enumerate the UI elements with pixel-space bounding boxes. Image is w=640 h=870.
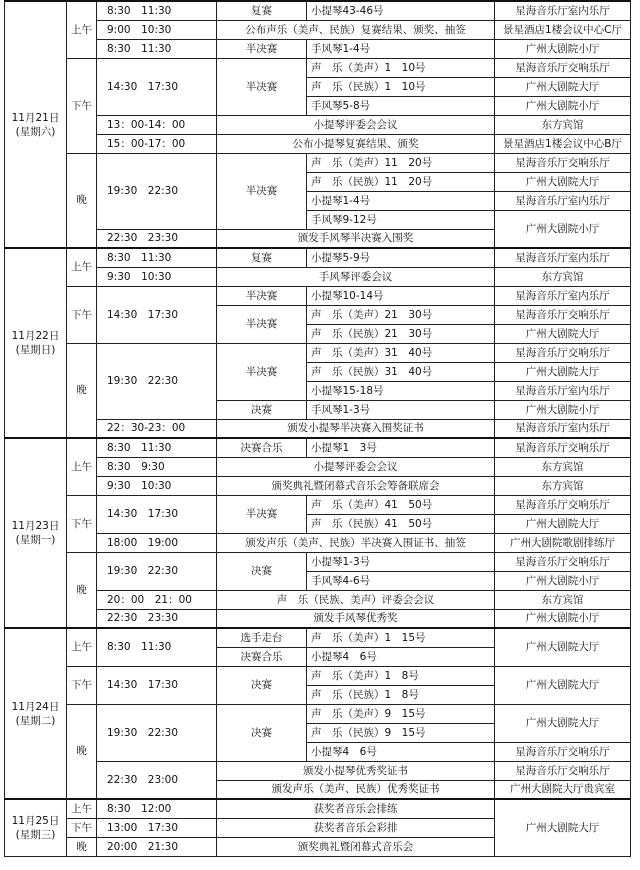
venue-cell: 广州大剧院小厅 bbox=[495, 571, 631, 590]
event-cell: 声 乐（民族）1 10号 bbox=[307, 77, 495, 96]
time-cell: 14:30 17:30 bbox=[97, 495, 217, 533]
venue-cell: 广州大剧院小厅 bbox=[495, 210, 631, 248]
event-cell: 声 乐（美声）1 10号 bbox=[307, 58, 495, 77]
period-cell: 晚 bbox=[67, 552, 97, 628]
stage-cell: 复赛 bbox=[217, 248, 307, 267]
event-cell: 小提琴评委会会议 bbox=[217, 115, 495, 134]
period-cell: 下午 bbox=[67, 818, 97, 837]
stage-cell: 决赛合乐 bbox=[217, 438, 307, 457]
stage-cell: 决赛合乐 bbox=[217, 647, 307, 666]
event-cell: 声 乐（民族）9 15号 bbox=[307, 723, 495, 742]
date-label: 11月21日 bbox=[11, 111, 60, 124]
schedule-row bbox=[5, 590, 631, 609]
stage-cell: 半决赛 bbox=[217, 495, 307, 533]
event-cell: 小提琴1 3号 bbox=[307, 438, 495, 457]
event-cell: 公布小提琴复赛结果、颁奖 bbox=[217, 134, 495, 153]
event-cell: 声 乐（民族）31 40号 bbox=[307, 362, 495, 381]
event-cell: 小提琴43-46号 bbox=[307, 1, 495, 20]
time-cell: 22：30-23：00 bbox=[97, 419, 217, 438]
venue-cell: 景星酒店1楼会议中心C厅 bbox=[495, 20, 631, 39]
event-cell: 手风琴1-4号 bbox=[307, 39, 495, 58]
venue-cell: 东方宾馆 bbox=[495, 476, 631, 495]
time-cell: 15：00-17：00 bbox=[97, 134, 217, 153]
schedule-row bbox=[5, 153, 631, 172]
period-cell: 上午 bbox=[67, 799, 97, 818]
period-cell: 上午 bbox=[67, 1, 97, 58]
schedule-row bbox=[5, 39, 631, 58]
period-cell: 晚 bbox=[67, 704, 97, 799]
event-cell: 颁发小提琴优秀奖证书 bbox=[217, 761, 495, 780]
time-cell: 9:30 10:30 bbox=[97, 476, 217, 495]
venue-cell: 星海音乐厅交响乐厅 bbox=[495, 153, 631, 172]
period-cell: 晚 bbox=[67, 837, 97, 856]
stage-cell: 半决赛 bbox=[217, 343, 307, 400]
venue-cell: 广州大剧院小厅 bbox=[495, 96, 631, 115]
venue-cell: 广州大剧院大厅 bbox=[495, 362, 631, 381]
venue-cell: 广州大剧院大厅 bbox=[495, 666, 631, 704]
weekday-label: (星期一) bbox=[15, 534, 56, 546]
stage-cell: 决赛 bbox=[217, 552, 307, 590]
date-cell bbox=[5, 799, 67, 856]
venue-cell: 广州大剧院大厅 bbox=[495, 799, 631, 856]
time-cell: 14:30 17:30 bbox=[97, 666, 217, 704]
period-cell: 下午 bbox=[67, 58, 97, 153]
event-cell: 声 乐（美声）1 8号 bbox=[307, 666, 495, 685]
venue-cell: 广州大剧院小厅 bbox=[495, 609, 631, 628]
time-cell: 8:30 12:00 bbox=[97, 799, 217, 818]
event-cell: 声 乐（民族）21 30号 bbox=[307, 324, 495, 343]
venue-cell: 广州大剧院大厅 bbox=[495, 77, 631, 96]
venue-cell: 广州大剧院大厅 bbox=[495, 172, 631, 191]
event-cell: 声 乐（民族）11 20号 bbox=[307, 172, 495, 191]
date-cell bbox=[5, 628, 67, 799]
time-cell: 9:30 10:30 bbox=[97, 267, 217, 286]
event-cell: 声 乐（民族）41 50号 bbox=[307, 514, 495, 533]
period-cell: 上午 bbox=[67, 248, 97, 286]
weekday-label: (星期六) bbox=[15, 125, 56, 138]
time-cell: 9:00 10:30 bbox=[97, 20, 217, 39]
venue-cell: 东方宾馆 bbox=[495, 267, 631, 286]
event-cell: 颁发手风琴优秀奖 bbox=[217, 609, 495, 628]
time-cell: 8:30 9:30 bbox=[97, 457, 217, 476]
schedule-row bbox=[5, 457, 631, 476]
venue-cell: 广州大剧院歌剧排练厅 bbox=[495, 533, 631, 552]
period-cell: 下午 bbox=[67, 286, 97, 343]
venue-cell: 广州大剧院大厅 bbox=[495, 628, 631, 666]
event-cell: 小提琴15-18号 bbox=[307, 381, 495, 400]
schedule-row bbox=[5, 438, 631, 457]
event-cell: 颁发声乐（美声、民族）半决赛入围证书、抽签 bbox=[217, 533, 495, 552]
stage-cell: 半决赛 bbox=[217, 153, 307, 229]
weekday-label: (星期三) bbox=[15, 828, 56, 841]
event-cell: 颁发声乐（美声、民族）优秀奖证书 bbox=[217, 780, 495, 799]
event-cell: 小提琴4 6号 bbox=[307, 647, 495, 666]
schedule-row bbox=[5, 495, 631, 514]
stage-cell: 半决赛 bbox=[217, 39, 307, 58]
schedule-row bbox=[5, 552, 631, 571]
venue-cell: 星海音乐厅室内乐厅 bbox=[495, 381, 631, 400]
time-cell: 20:00 21:30 bbox=[97, 837, 217, 856]
stage-cell: 半决赛 bbox=[217, 305, 307, 343]
stage-cell: 半决赛 bbox=[217, 58, 307, 115]
period-cell: 下午 bbox=[67, 495, 97, 552]
weekday-label: (星期二) bbox=[15, 714, 56, 727]
time-cell: 8:30 11:30 bbox=[97, 628, 217, 666]
venue-cell: 广州大剧院大厅 bbox=[495, 514, 631, 533]
schedule-table bbox=[4, 0, 631, 857]
period-cell: 晚 bbox=[67, 153, 97, 248]
schedule-row bbox=[5, 58, 631, 77]
time-cell: 19:30 22:30 bbox=[97, 153, 217, 229]
period-cell: 下午 bbox=[67, 666, 97, 704]
schedule-row bbox=[5, 761, 631, 780]
event-cell: 小提琴评委会会议 bbox=[217, 457, 495, 476]
venue-cell: 星海音乐厅交响乐厅 bbox=[495, 742, 631, 761]
event-cell: 颁奖典礼暨闭幕式音乐会筹备联席会 bbox=[217, 476, 495, 495]
venue-cell: 广州大剧院小厅 bbox=[495, 39, 631, 58]
venue-cell: 星海音乐厅交响乐厅 bbox=[495, 552, 631, 571]
time-cell: 8:30 11:30 bbox=[97, 39, 217, 58]
schedule-row bbox=[5, 533, 631, 552]
venue-cell: 广州大剧院大厅 bbox=[495, 324, 631, 343]
schedule-row bbox=[5, 134, 631, 153]
date-label: 11月25日 bbox=[11, 814, 60, 827]
event-cell: 小提琴10-14号 bbox=[307, 286, 495, 305]
period-cell: 上午 bbox=[67, 628, 97, 666]
event-cell: 公布声乐（美声、民族）复赛结果、颁奖、抽签 bbox=[217, 20, 495, 39]
venue-cell: 星海音乐厅交响乐厅 bbox=[495, 305, 631, 324]
schedule-row bbox=[5, 286, 631, 305]
event-cell: 小提琴1-3号 bbox=[307, 552, 495, 571]
event-cell: 声 乐（民族、美声）评委会会议 bbox=[217, 590, 495, 609]
time-cell: 13：00-14：00 bbox=[97, 115, 217, 134]
stage-cell: 决赛 bbox=[217, 400, 307, 419]
venue-cell: 广州大剧院大厅贵宾室 bbox=[495, 780, 631, 799]
event-cell: 声 乐（美声）21 30号 bbox=[307, 305, 495, 324]
event-cell: 声 乐（民族）1 8号 bbox=[307, 685, 495, 704]
venue-cell: 星海音乐厅交响乐厅 bbox=[495, 761, 631, 780]
event-cell: 手风琴1-3号 bbox=[307, 400, 495, 419]
venue-cell: 星海音乐厅室内乐厅 bbox=[495, 419, 631, 438]
venue-cell: 星海音乐厅室内乐厅 bbox=[495, 1, 631, 20]
schedule-row bbox=[5, 1, 631, 20]
date-label: 11月23日 bbox=[11, 520, 60, 532]
event-cell: 手风琴4-6号 bbox=[307, 571, 495, 590]
event-cell: 声 乐（美声）11 20号 bbox=[307, 153, 495, 172]
event-cell: 声 乐（美声）31 40号 bbox=[307, 343, 495, 362]
period-cell: 晚 bbox=[67, 343, 97, 438]
date-label: 11月24日 bbox=[11, 700, 60, 713]
time-cell: 8:30 11:30 bbox=[97, 438, 217, 457]
schedule-row bbox=[5, 704, 631, 723]
stage-cell: 选手走台 bbox=[217, 628, 307, 647]
schedule-row bbox=[5, 628, 631, 647]
time-cell: 8:30 11:30 bbox=[97, 248, 217, 267]
event-cell: 颁发手风琴半决赛入围奖 bbox=[217, 229, 495, 248]
event-cell: 声 乐（美声）41 50号 bbox=[307, 495, 495, 514]
venue-cell: 星海音乐厅交响乐厅 bbox=[495, 58, 631, 77]
event-cell: 颁奖典礼暨闭幕式音乐会 bbox=[217, 837, 495, 856]
venue-cell: 星海音乐厅交响乐厅 bbox=[495, 343, 631, 362]
stage-cell: 决赛 bbox=[217, 666, 307, 704]
date-cell bbox=[5, 248, 67, 438]
time-cell: 22:30 23:30 bbox=[97, 229, 217, 248]
date-cell bbox=[5, 1, 67, 248]
schedule-row bbox=[5, 609, 631, 628]
time-cell: 13:00 17:30 bbox=[97, 818, 217, 837]
event-cell: 获奖者音乐会彩排 bbox=[217, 818, 495, 837]
venue-cell: 东方宾馆 bbox=[495, 115, 631, 134]
time-cell: 19:30 22:30 bbox=[97, 343, 217, 419]
venue-cell: 星海音乐厅交响乐厅 bbox=[495, 495, 631, 514]
stage-cell: 复赛 bbox=[217, 1, 307, 20]
schedule-row bbox=[5, 343, 631, 362]
schedule-row bbox=[5, 476, 631, 495]
date-cell bbox=[5, 438, 67, 628]
venue-cell: 东方宾馆 bbox=[495, 457, 631, 476]
event-cell: 小提琴5-9号 bbox=[307, 248, 495, 267]
stage-cell: 半决赛 bbox=[217, 286, 307, 305]
venue-cell: 星海音乐厅室内乐厅 bbox=[495, 191, 631, 210]
time-cell: 20：00 21：00 bbox=[97, 590, 217, 609]
time-cell: 18:00 19:00 bbox=[97, 533, 217, 552]
time-cell: 22:30 23:30 bbox=[97, 609, 217, 628]
venue-cell: 星海音乐厅室内乐厅 bbox=[495, 286, 631, 305]
schedule-row bbox=[5, 666, 631, 685]
event-cell: 手风琴9-12号 bbox=[307, 210, 495, 229]
stage-cell: 决赛 bbox=[217, 704, 307, 761]
venue-cell: 广州大剧院小厅 bbox=[495, 400, 631, 419]
event-cell: 颁发小提琴半决赛入围奖证书 bbox=[217, 419, 495, 438]
time-cell: 22:30 23:00 bbox=[97, 761, 217, 799]
time-cell: 8:30 11:30 bbox=[97, 1, 217, 20]
schedule-row bbox=[5, 799, 631, 818]
time-cell: 14:30 17:30 bbox=[97, 58, 217, 115]
event-cell: 声 乐（美声）1 15号 bbox=[307, 628, 495, 647]
time-cell: 19:30 22:30 bbox=[97, 704, 217, 761]
schedule-row bbox=[5, 20, 631, 39]
event-cell: 小提琴1-4号 bbox=[307, 191, 495, 210]
time-cell: 14:30 17:30 bbox=[97, 286, 217, 343]
venue-cell: 星海音乐厅交响乐厅 bbox=[495, 438, 631, 457]
event-cell: 声 乐（美声）9 15号 bbox=[307, 704, 495, 723]
schedule-row bbox=[5, 115, 631, 134]
event-cell: 获奖者音乐会排练 bbox=[217, 799, 495, 818]
period-cell: 上午 bbox=[67, 438, 97, 495]
date-label: 11月22日 bbox=[11, 330, 60, 342]
event-cell: 手风琴5-8号 bbox=[307, 96, 495, 115]
schedule-row bbox=[5, 248, 631, 267]
schedule-row bbox=[5, 267, 631, 286]
event-cell: 手风琴评委会议 bbox=[217, 267, 495, 286]
event-cell: 小提琴4 6号 bbox=[307, 742, 495, 761]
weekday-label: (星期日) bbox=[15, 344, 56, 356]
venue-cell: 广州大剧院大厅 bbox=[495, 704, 631, 742]
venue-cell: 景星酒店1楼会议中心B厅 bbox=[495, 134, 631, 153]
time-cell: 19:30 22:30 bbox=[97, 552, 217, 590]
schedule-row bbox=[5, 419, 631, 438]
venue-cell: 星海音乐厅室内乐厅 bbox=[495, 248, 631, 267]
venue-cell: 东方宾馆 bbox=[495, 590, 631, 609]
